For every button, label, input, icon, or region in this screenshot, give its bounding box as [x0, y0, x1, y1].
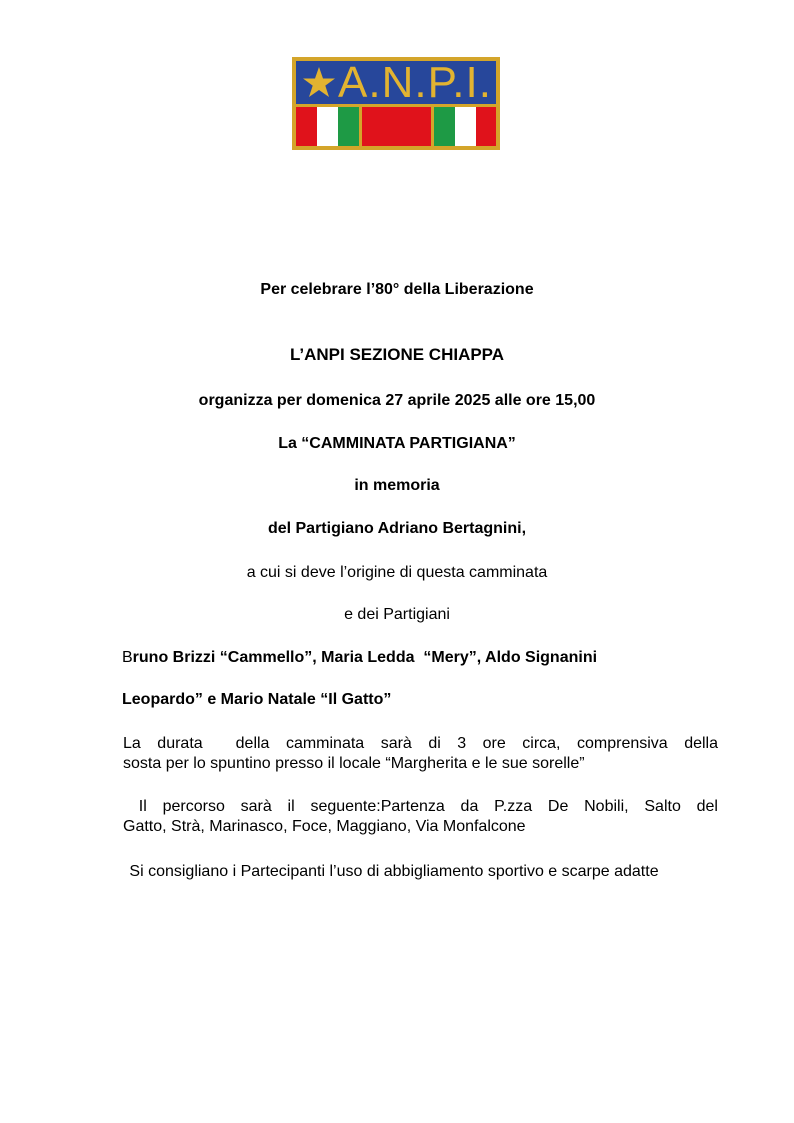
memory-line: in memoria — [354, 477, 440, 494]
partisan-names-line-2: Leopardo” e Mario Natale “Il Gatto” — [122, 691, 392, 708]
date-line: organizza per domenica 27 aprile 2025 alle ore 15,00 — [198, 392, 596, 409]
stripe-green — [338, 107, 359, 146]
logo-blue-band — [296, 61, 496, 104]
stripe-green — [434, 107, 455, 146]
stripe-red — [296, 107, 317, 146]
route-line-1: Il percorso sarà il seguente:Partenza da P.zza De Nobili, Salto del — [123, 798, 718, 815]
stripe-red-center — [362, 107, 431, 146]
logo-text: A.N.P.I. — [338, 61, 492, 104]
organizer-title: L’ANPI SEZIONE CHIAPPA — [289, 345, 505, 364]
names-initial: B — [122, 649, 133, 666]
anpi-logo — [292, 57, 500, 150]
names-rest: runo Brizzi “Cammello”, Maria Ledda “Mery”, Aldo Signanini — [132, 649, 598, 666]
partisan-line: del Partigiano Adriano Bertagnini, — [267, 520, 527, 537]
star-icon — [302, 66, 336, 98]
duration-line-1: La durata della camminata sarà di 3 ore circa, comprensiva della — [123, 735, 718, 752]
route-paragraph — [123, 797, 718, 837]
duration-line-2: sosta per lo spuntino presso il locale “Margherita e le sue sorelle” — [123, 755, 585, 772]
event-name: La “CAMMINATA PARTIGIANA” — [278, 435, 516, 452]
partisan-names-line-1 — [122, 648, 597, 668]
stripe-white — [317, 107, 338, 146]
stripe-white — [455, 107, 476, 146]
and-partisans-line: e dei Partigiani — [344, 606, 450, 623]
celebration-line: Per celebrare l’80° della Liberazione — [260, 281, 534, 298]
duration-paragraph — [123, 734, 718, 774]
route-line-2: Gatto, Strà, Marinasco, Foce, Maggiano, Via Monfalcone — [123, 818, 526, 835]
advice-line: Si consigliano i Partecipanti l’uso di abbigliamento sportivo e scarpe adatte — [129, 863, 659, 880]
origin-line: a cui si deve l’origine di questa camminata — [246, 564, 548, 581]
logo-flag-stripes — [296, 107, 496, 146]
stripe-red — [476, 107, 496, 146]
